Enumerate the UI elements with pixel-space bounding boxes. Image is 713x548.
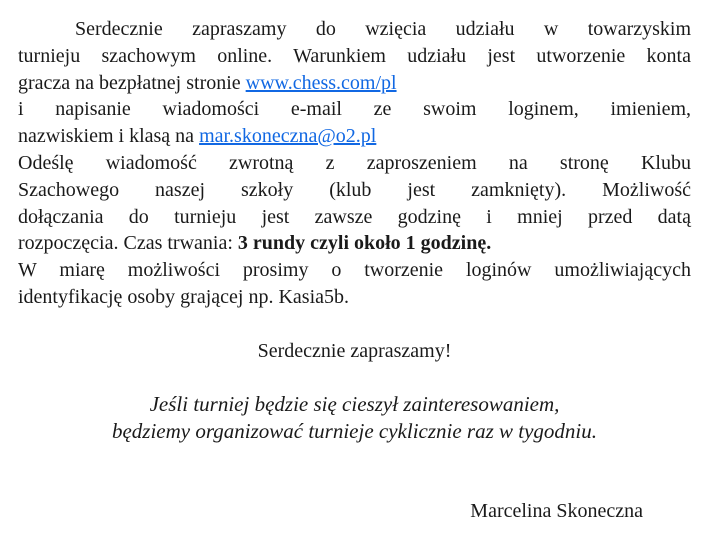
body-line-11 xyxy=(18,284,691,311)
body-line-9 xyxy=(18,230,691,257)
body-line-5 xyxy=(18,123,691,150)
closing-text: Serdecznie zapraszamy! xyxy=(257,339,452,362)
body-line-4-text: i napisanie wiadomości e-mail ze swoim loginem, imieniem, xyxy=(18,98,691,121)
note-line-1-text: Jeśli turniej będzie się cieszył zainteresowaniem, xyxy=(149,392,560,417)
signature-line xyxy=(18,498,691,525)
body-line-7 xyxy=(18,177,691,204)
body-line-1 xyxy=(18,16,691,43)
body-line-3-text: gracza na bezpłatnej stronie xyxy=(18,71,246,94)
body-line-8-text: dołączania do turnieju jest zawsze godzinę i mniej przed datą xyxy=(18,205,691,228)
body-line-5-text: nazwiskiem i klasą na xyxy=(18,125,200,148)
body-line-6-text: Odeślę wiadomość zwrotną z zaproszeniem na stronę Klubu xyxy=(18,151,691,174)
body-line-2-text: turnieju szachowym online. Warunkiem udziału jest utworzenie konta xyxy=(18,44,691,67)
body-line-11-text: identyfikację osoby grającej np. Kasia5b. xyxy=(18,285,349,308)
body-line-4 xyxy=(18,96,691,123)
body-line-3 xyxy=(18,70,691,97)
note-line-1 xyxy=(18,391,691,418)
closing-line xyxy=(18,338,691,365)
body-line-8 xyxy=(18,204,691,231)
body-line-2 xyxy=(18,43,691,70)
note-line-2 xyxy=(18,418,691,445)
body-line-10 xyxy=(18,257,691,284)
note-line-2-text: będziemy organizować turnieje cyklicznie raz w tygodniu. xyxy=(111,418,598,443)
signature-text: Marcelina Skoneczna xyxy=(470,500,643,523)
body-line-9-text: rozpoczęcia. Czas trwania: xyxy=(18,232,238,255)
body-line-1-text: Serdecznie zapraszamy do wzięcia udziału w towarzyskim xyxy=(75,18,691,40)
email-link[interactable]: mar.skoneczna@o2.pl xyxy=(199,125,377,148)
body-line-7-text: Szachowego naszej szkoły (klub jest zamknięty). Możliwość xyxy=(18,178,691,201)
body-line-6 xyxy=(18,150,691,177)
duration-bold-text: 3 rundy czyli około 1 godzinę. xyxy=(237,232,492,255)
body-line-10-text: W miarę możliwości prosimy o tworzenie loginów umożliwiających xyxy=(18,259,691,282)
chess-website-link[interactable]: www.chess.com/pl xyxy=(245,71,397,94)
